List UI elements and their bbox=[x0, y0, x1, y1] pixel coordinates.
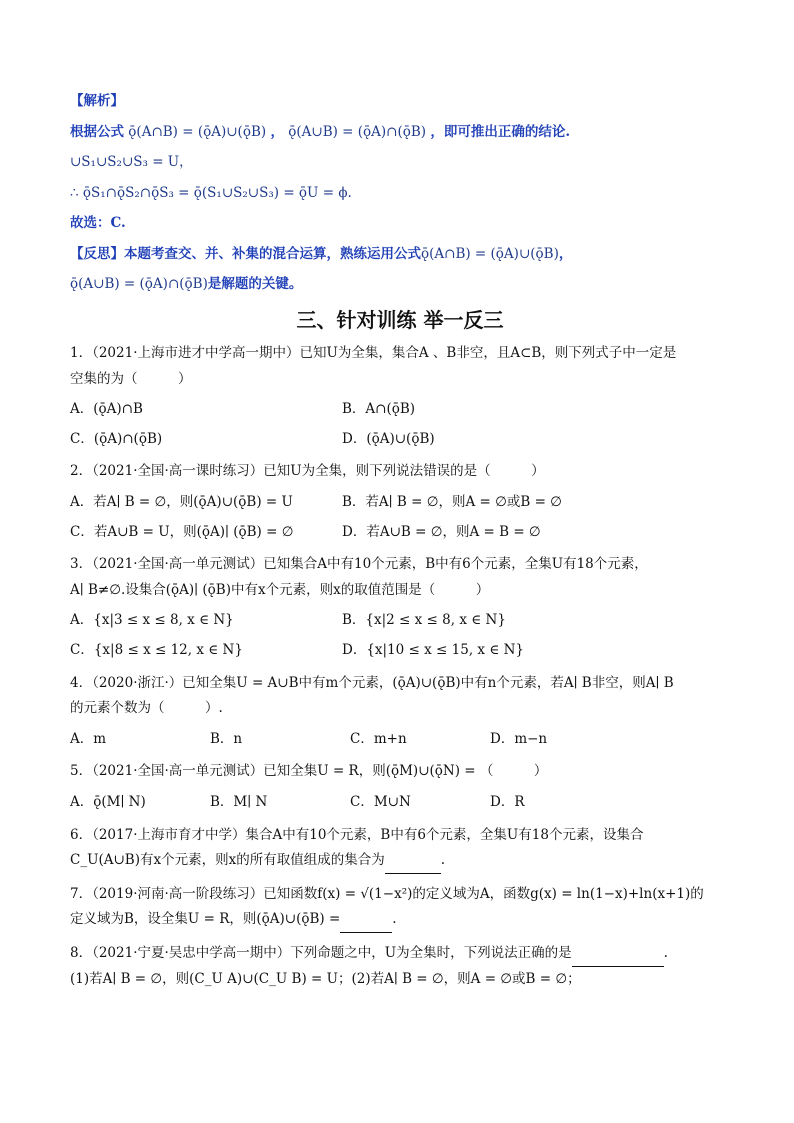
document-page bbox=[70, 92, 730, 1000]
question-2-option-b: B．若A∣ B = ∅，则A = ∅或B = ∅ bbox=[342, 493, 562, 510]
question-8-answer-blank[interactable] bbox=[572, 952, 664, 967]
question-5-option-d: D．R bbox=[490, 794, 525, 810]
question-3-option-b: B．{x|2 ≤ x ≤ 8, x ∈ N} bbox=[342, 612, 506, 629]
question-7 bbox=[70, 882, 730, 933]
question-5-options bbox=[70, 793, 730, 813]
reflection-line-2: ǭ(A∪B) = (ǭA)∩(ǭB)是解题的关键。 bbox=[70, 276, 303, 293]
question-1-option-c: C．(ǭA)∩(ǭB) bbox=[70, 430, 163, 447]
question-2-option-d: D．若A∪B = ∅，则A = B = ∅ bbox=[342, 523, 541, 540]
question-5-option-b: B．M∣ N bbox=[210, 794, 268, 810]
analysis-heading bbox=[70, 92, 730, 112]
analysis-tag: 【解析】 bbox=[70, 93, 124, 109]
question-2-stem-1: 2．（2021·全国·高一课时练习）已知U为全集，则下列说法错误的是（ ） bbox=[70, 463, 545, 480]
question-2-options-row-2 bbox=[70, 523, 730, 543]
question-8-stem-1: 8．（2021·宁夏·吴忠中学高一期中）下列命题之中，U为全集时，下列说法正确的是 bbox=[70, 945, 572, 962]
question-8-stem-2: (1)若A∣ B = ∅，则(C_U A)∪(C_U B) = U；(2)若A∣ B = ∅，则A = ∅或B = ∅； bbox=[70, 970, 581, 987]
question-7-stem-2-row: 定义域为B，设全集U = R，则(ǭA)∪(ǭB) = . bbox=[70, 907, 730, 933]
question-2 bbox=[70, 459, 730, 485]
question-3-option-a: A．{x|3 ≤ x ≤ 8, x ∈ N} bbox=[70, 612, 234, 629]
question-3-stem-2: A∣ B≠∅.设集合(ǭA)∣ (ǭB)中有x个元素，则x的取值范围是（ ） bbox=[70, 581, 490, 598]
analysis-answer: 故选：C. bbox=[70, 215, 126, 232]
question-3-options-row-1 bbox=[70, 611, 730, 631]
reflection-line-1: 【反思】本题考查交、并、补集的混合运算，熟练运用公式ǭ(A∩B) = (ǭA)∪(ǭB)， bbox=[70, 245, 573, 262]
question-4-option-b: B．n bbox=[210, 730, 243, 747]
question-6 bbox=[70, 823, 730, 874]
question-1-options-row-1 bbox=[70, 400, 730, 420]
question-4-options bbox=[70, 730, 730, 750]
question-4-option-a: A．m bbox=[70, 730, 107, 747]
question-6-stem-1: 6．（2017·上海市育才中学）集合A中有10个元素，B中有6个元素，全集U有18个元素，设集合 bbox=[70, 826, 644, 843]
question-5-option-a: A．ǭ(M∣ N) bbox=[70, 794, 146, 810]
question-1-option-a: A．(ǭA)∩B bbox=[70, 401, 143, 418]
question-8-stem-1-row: 8．（2021·宁夏·吴忠中学高一期中）下列命题之中，U为全集时，下列说法正确的是 . bbox=[70, 941, 730, 967]
question-1 bbox=[70, 341, 730, 392]
question-1-stem-1: 1．（2021·上海市进才中学高一期中）已知U为全集，集合A 、B非空，且A⊂B，则下列式子中一定是 bbox=[70, 344, 677, 361]
question-1-options-row-2 bbox=[70, 430, 730, 450]
analysis-line-1: 根据公式 ǭ(A∩B) = (ǭA)∪(ǭB) ， ǭ(A∪B) = (ǭA)∩(ǭB) ，即可推出正确的结论. bbox=[70, 123, 571, 140]
question-6-stem-2: C_U(A∪B)有x个元素，则x的所有取值组成的集合为 bbox=[70, 852, 385, 869]
question-3-option-d: D．{x|10 ≤ x ≤ 15, x ∈ N} bbox=[342, 641, 525, 658]
question-2-option-c: C．若A∪B = U，则(ǭA)∣ (ǭB) = ∅ bbox=[70, 523, 294, 540]
question-4-stem-2: 的元素个数为（ ）. bbox=[70, 700, 223, 717]
question-2-options-row-1 bbox=[70, 493, 730, 513]
question-1-stem-2: 空集的为（ ） bbox=[70, 370, 192, 387]
analysis-line-2: ∪S₁∪S₂∪S₃ = U， bbox=[70, 154, 193, 171]
section-title: 三、针对训练 举一反三 bbox=[296, 307, 504, 332]
question-5 bbox=[70, 759, 730, 785]
question-4-option-d: D．m−n bbox=[490, 730, 548, 747]
question-5-option-c: C．M∪N bbox=[350, 794, 411, 810]
question-3-stem-1: 3．（2021·全国·高一单元测试）已知集合A中有10个元素，B中有6个元素，全集U有18个元素， bbox=[70, 556, 648, 573]
question-7-stem-1: 7．（2019·河南·高一阶段练习）已知函数f(x) = √(1−x²)的定义域为A，函数g(x) = ln(1−x)+ln(x+1)的 bbox=[70, 885, 704, 902]
question-7-answer-blank[interactable] bbox=[340, 918, 392, 933]
question-4 bbox=[70, 671, 730, 722]
question-4-stem-1: 4．（2020·浙江·）已知全集U = A∪B中有m个元素，(ǭA)∪(ǭB)中有n个元素，若A∣ B非空，则A∣ B bbox=[70, 674, 674, 691]
reflection-tag: 【反思】 bbox=[70, 245, 124, 262]
question-5-stem-1: 5．（2021·全国·高一单元测试）已知全集U = R，则(ǭM)∪(ǭN) = （ ） bbox=[70, 763, 548, 780]
question-4-option-c: C．m+n bbox=[350, 730, 407, 747]
question-6-stem-2-row: C_U(A∪B)有x个元素，则x的所有取值组成的集合为 . bbox=[70, 848, 730, 874]
analysis-line-3: ∴ ǭS₁∩ǭS₂∩ǭS₃ = ǭ(S₁∪S₂∪S₃) = ǭU = ϕ. bbox=[70, 184, 352, 201]
question-3-options-row-2 bbox=[70, 641, 730, 661]
question-3-option-c: C．{x|8 ≤ x ≤ 12, x ∈ N} bbox=[70, 641, 243, 658]
question-3 bbox=[70, 552, 730, 603]
question-8 bbox=[70, 941, 730, 992]
question-1-option-b: B．A∩(ǭB) bbox=[342, 401, 416, 418]
question-6-answer-blank[interactable] bbox=[385, 859, 441, 874]
question-2-option-a: A．若A∣ B = ∅，则(ǭA)∪(ǭB) = U bbox=[70, 493, 293, 510]
question-7-stem-2: 定义域为B，设全集U = R，则(ǭA)∪(ǭB) = bbox=[70, 911, 341, 928]
question-1-option-d: D．(ǭA)∪(ǭB) bbox=[342, 430, 435, 447]
